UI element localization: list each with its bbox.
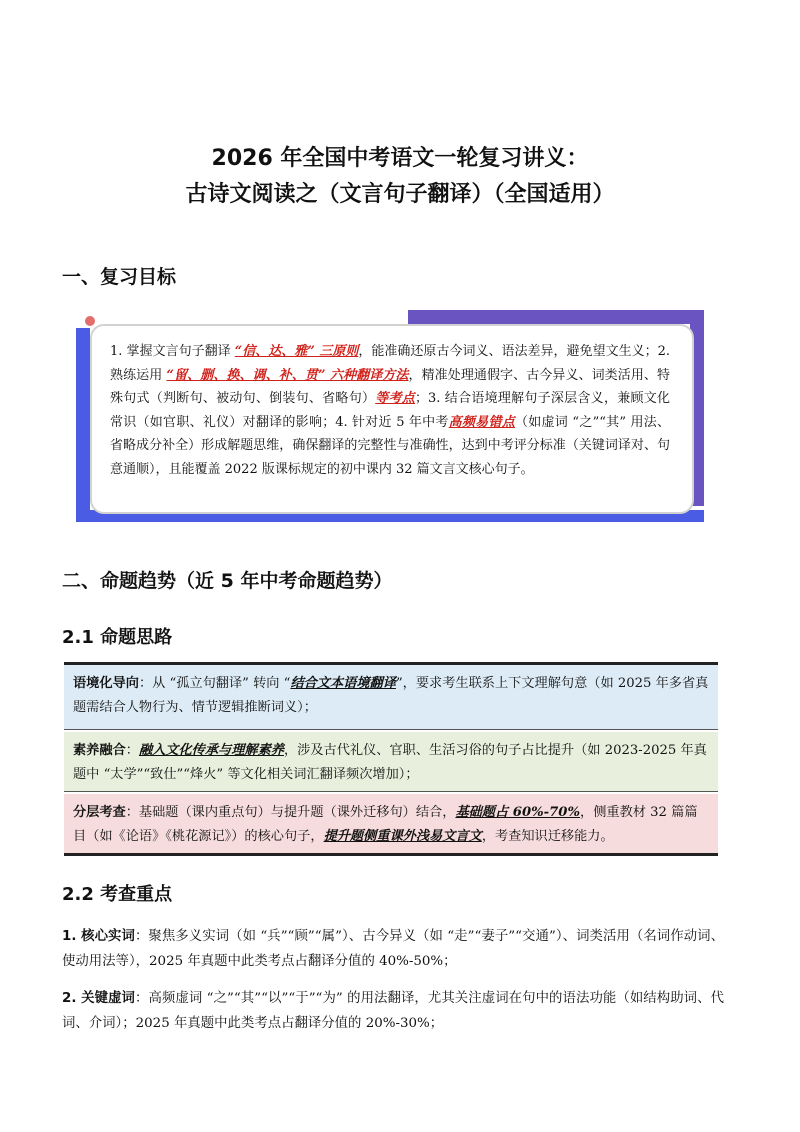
point-key-function-words: 2. 关键虚词：高频虚词 “之”“其”“以”“于”“为” 的用法翻译，尤其关注虚词在句中的语法功能（如结构助词、代词、介词）；2025 年真题中此类考点占翻译分值的 20%-30%； — [62, 991, 724, 1031]
emphasis-six-methods: “留、删、换、调、补、贯” 六种翻译方法 — [166, 367, 409, 383]
trend-box-layered: 分层考查：基础题（课内重点句）与提升题（课外迁移句）结合，基础题占 60%-70%，侧重教材 32 篇篇目（如《论语》《桃花源记》）的核心句子，提升题侧重课外浅易文言文，考查知识迁移能力。 — [64, 794, 718, 856]
subsection-2-2-heading: 2.2 考查重点 — [62, 884, 173, 905]
section1-heading: 一、复习目标 — [62, 266, 177, 288]
emphasis-advanced-questions: 提升题侧重课外浅易文言文 — [323, 829, 482, 844]
goals-text: 1. 掌握文言句子翻译 “信、达、雅” 三原则，能准确还原古今词义、语法差异，避免望文生义；2. 熟练运用 “留、删、换、调、补、贯” 六种翻译方法，精准处理通假字、古今异义、词类活用、特殊句式（判断句、被动句、倒装句、省略句）等考点；3. 结合语境理解句子深层含义，兼顾文化常识（如官职、礼仪）对翻译的影响；4. 针对近 5 年中考高频易错点（如虚词 “之”“其” 用法、省略成分补全）形成解题思维，确保翻译的完整性与准确性，达到中考评分标准（关键词译对、句意通顺），且能覆盖 2022 版课标规定的初中课内 32 篇文言文核心句子。 — [110, 344, 671, 477]
title-line-2: 古诗文阅读之（文言句子翻译）（全国适用） — [185, 182, 615, 207]
emphasis-culture-literacy: 融入文化传承与理解素养 — [138, 743, 284, 758]
title-line-1: 2026 年全国中考语文一轮复习讲义： — [211, 146, 589, 171]
emphasis-context-translation: 结合文本语境翻译 — [290, 676, 396, 691]
trend-box-context: 语境化导向：从 “孤立句翻译” 转向 “结合文本语境翻译”，要求考生联系上下文理解句意（如 2025 年多省真题需结合人物行为、情节逻辑推断词义）； — [64, 662, 718, 730]
trend-box-literacy: 素养融合：融入文化传承与理解素养，涉及古代礼仪、官职、生活习俗的句子占比提升（如 2023-2025 年真题中 “太学”“致仕”“烽火” 等文化相关词汇翻译频次增加）； — [64, 732, 718, 792]
frame-accent-left — [76, 328, 90, 522]
emphasis-three-principles: “信、达、雅” 三原则 — [234, 344, 359, 359]
emphasis-frequent-errors: 高频易错点 — [448, 414, 515, 430]
frame-accent-top — [408, 310, 704, 324]
point-core-content-words: 1. 核心实词：聚焦多义实词（如 “兵”“顾”“属”）、古今异义（如 “走”“妻子”“交通”）、词类活用（名词作动词、使动用法等），2025 年真题中此类考点占翻译分值的 40%-50%； — [62, 929, 724, 969]
subsection-2-1-heading: 2.1 命题思路 — [62, 627, 173, 648]
section2-heading: 二、命题趋势（近 5 年中考命题趋势） — [62, 570, 393, 592]
emphasis-basic-ratio: 基础题占 60%-70% — [455, 805, 581, 820]
frame-dot-icon — [85, 316, 95, 326]
goals-frame — [76, 310, 704, 522]
emphasis-test-points: 等考点 — [375, 391, 416, 407]
